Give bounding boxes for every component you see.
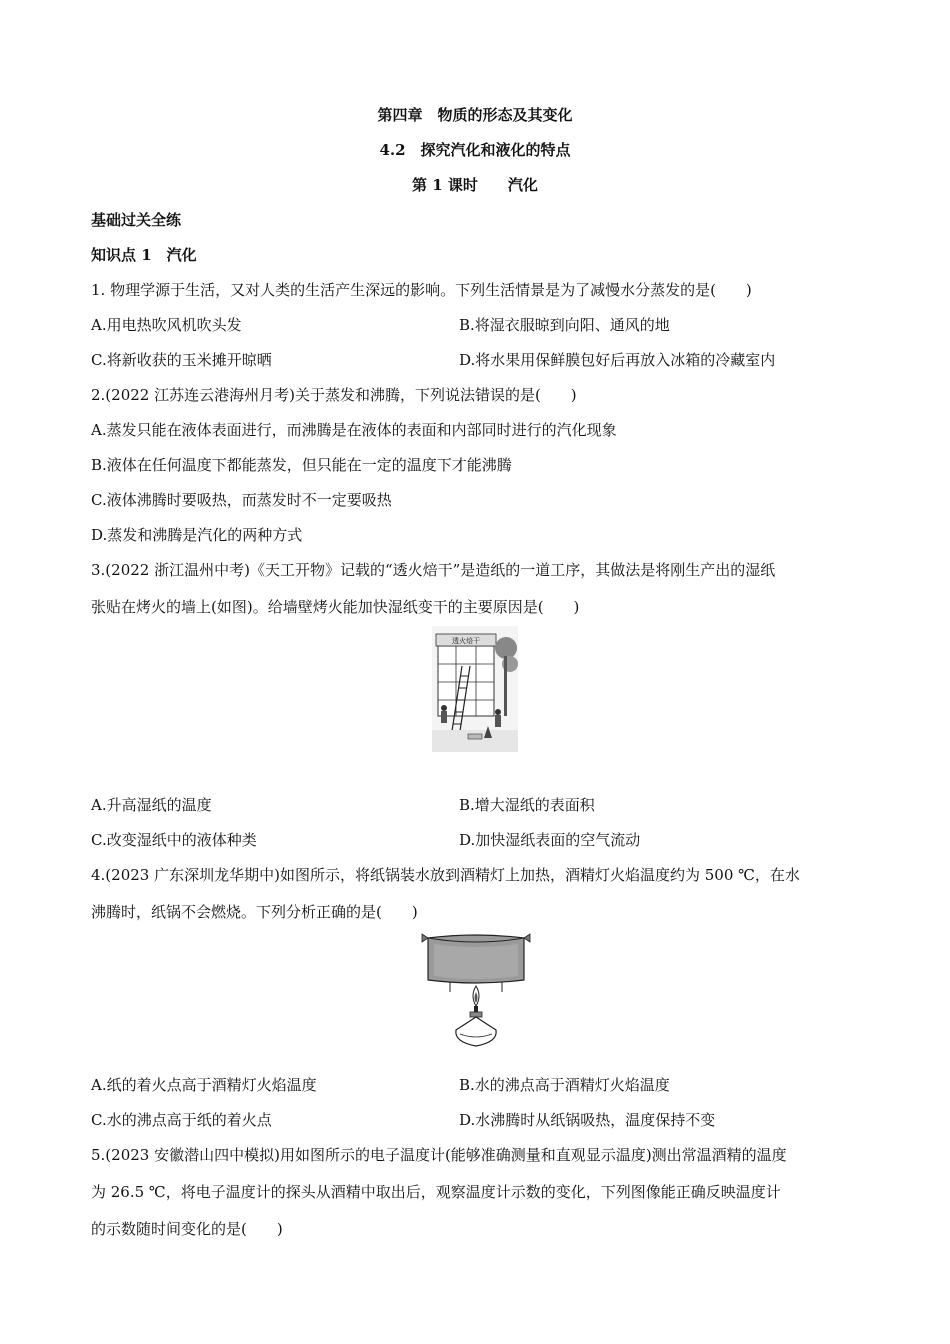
q2-option-b[interactable]: B.液体在任何温度下都能蒸发，但只能在一定的温度下才能沸腾: [91, 456, 512, 474]
q4-stem-line2: 沸腾时，纸锅不会燃烧。下列分析正确的是( ): [91, 903, 418, 921]
q4-option-d[interactable]: D.水沸腾时从纸锅吸热，温度保持不变: [459, 1111, 716, 1129]
chapter-title: 第四章 物质的形态及其变化: [377, 106, 573, 124]
q3-stem-line1: 3.(2022 浙江温州中考)《天工开物》记载的“透火焙干”是造纸的一道工序，其做法是将刚生产出的湿纸: [91, 561, 776, 579]
q1-option-c[interactable]: C.将新收获的玉米摊开晾晒: [91, 351, 272, 369]
q1-stem: 1. 物理学源于生活，又对人类的生活产生深远的影响。下列生活情景是为了减慢水分蒸发的是( ): [91, 281, 752, 299]
practice-title: 基础过关全练: [91, 211, 182, 229]
lesson-title: 第 1 课时 汽化: [412, 176, 538, 194]
q1-option-d[interactable]: D.将水果用保鲜膜包好后再放入冰箱的冷藏室内: [459, 351, 776, 369]
q4-stem-line1: 4.(2023 广东深圳龙华期中)如图所示，将纸锅装水放到酒精灯上加热，酒精灯火焰温度约为 500 ℃，在水: [91, 866, 800, 884]
q2-stem: 2.(2022 江苏连云港海州月考)关于蒸发和沸腾，下列说法错误的是( ): [91, 386, 577, 404]
q1-option-a[interactable]: A.用电热吹风机吹头发: [91, 316, 242, 334]
q4-option-a[interactable]: A.纸的着火点高于酒精灯火焰温度: [91, 1076, 317, 1094]
q2-option-d[interactable]: D.蒸发和沸腾是汽化的两种方式: [91, 526, 303, 544]
q5-stem-line3: 的示数随时间变化的是( ): [91, 1220, 283, 1238]
q2-option-a[interactable]: A.蒸发只能在液体表面进行，而沸腾是在液体的表面和内部同时进行的汽化现象: [91, 421, 617, 439]
q4-option-c[interactable]: C.水的沸点高于纸的着火点: [91, 1111, 272, 1129]
q2-option-c[interactable]: C.液体沸腾时要吸热，而蒸发时不一定要吸热: [91, 491, 392, 509]
q3-stem-line2: 张贴在烤火的墙上(如图)。给墙壁烤火能加快湿纸变干的主要原因是( ): [91, 598, 580, 616]
q3-option-c[interactable]: C.改变湿纸中的液体种类: [91, 831, 257, 849]
section-title: 4.2 探究汽化和液化的特点: [379, 141, 571, 159]
q5-stem-line1: 5.(2023 安徽潜山四中模拟)用如图所示的电子温度计(能够准确测量和直观显示温度)测出常温酒精的温度: [91, 1146, 787, 1164]
figure-caption: 透火焙干: [452, 637, 480, 645]
q5-stem-line2: 为 26.5 ℃，将电子温度计的探头从酒精中取出后，观察温度计示数的变化，下列图像能正确反映温度计: [91, 1183, 781, 1201]
q3-option-b[interactable]: B.增大湿纸的表面积: [459, 796, 595, 814]
q1-option-b[interactable]: B.将湿衣服晾到向阳、通风的地: [459, 316, 670, 334]
knowledge-point-title: 知识点 1 汽化: [91, 246, 197, 264]
q4-option-b[interactable]: B.水的沸点高于酒精灯火焰温度: [459, 1076, 670, 1094]
q3-option-d[interactable]: D.加快湿纸表面的空气流动: [459, 831, 641, 849]
q3-option-a[interactable]: A.升高湿纸的温度: [91, 796, 212, 814]
q4-figure-paper-pot: [420, 930, 532, 1050]
q3-figure-papermaking: [432, 626, 518, 752]
